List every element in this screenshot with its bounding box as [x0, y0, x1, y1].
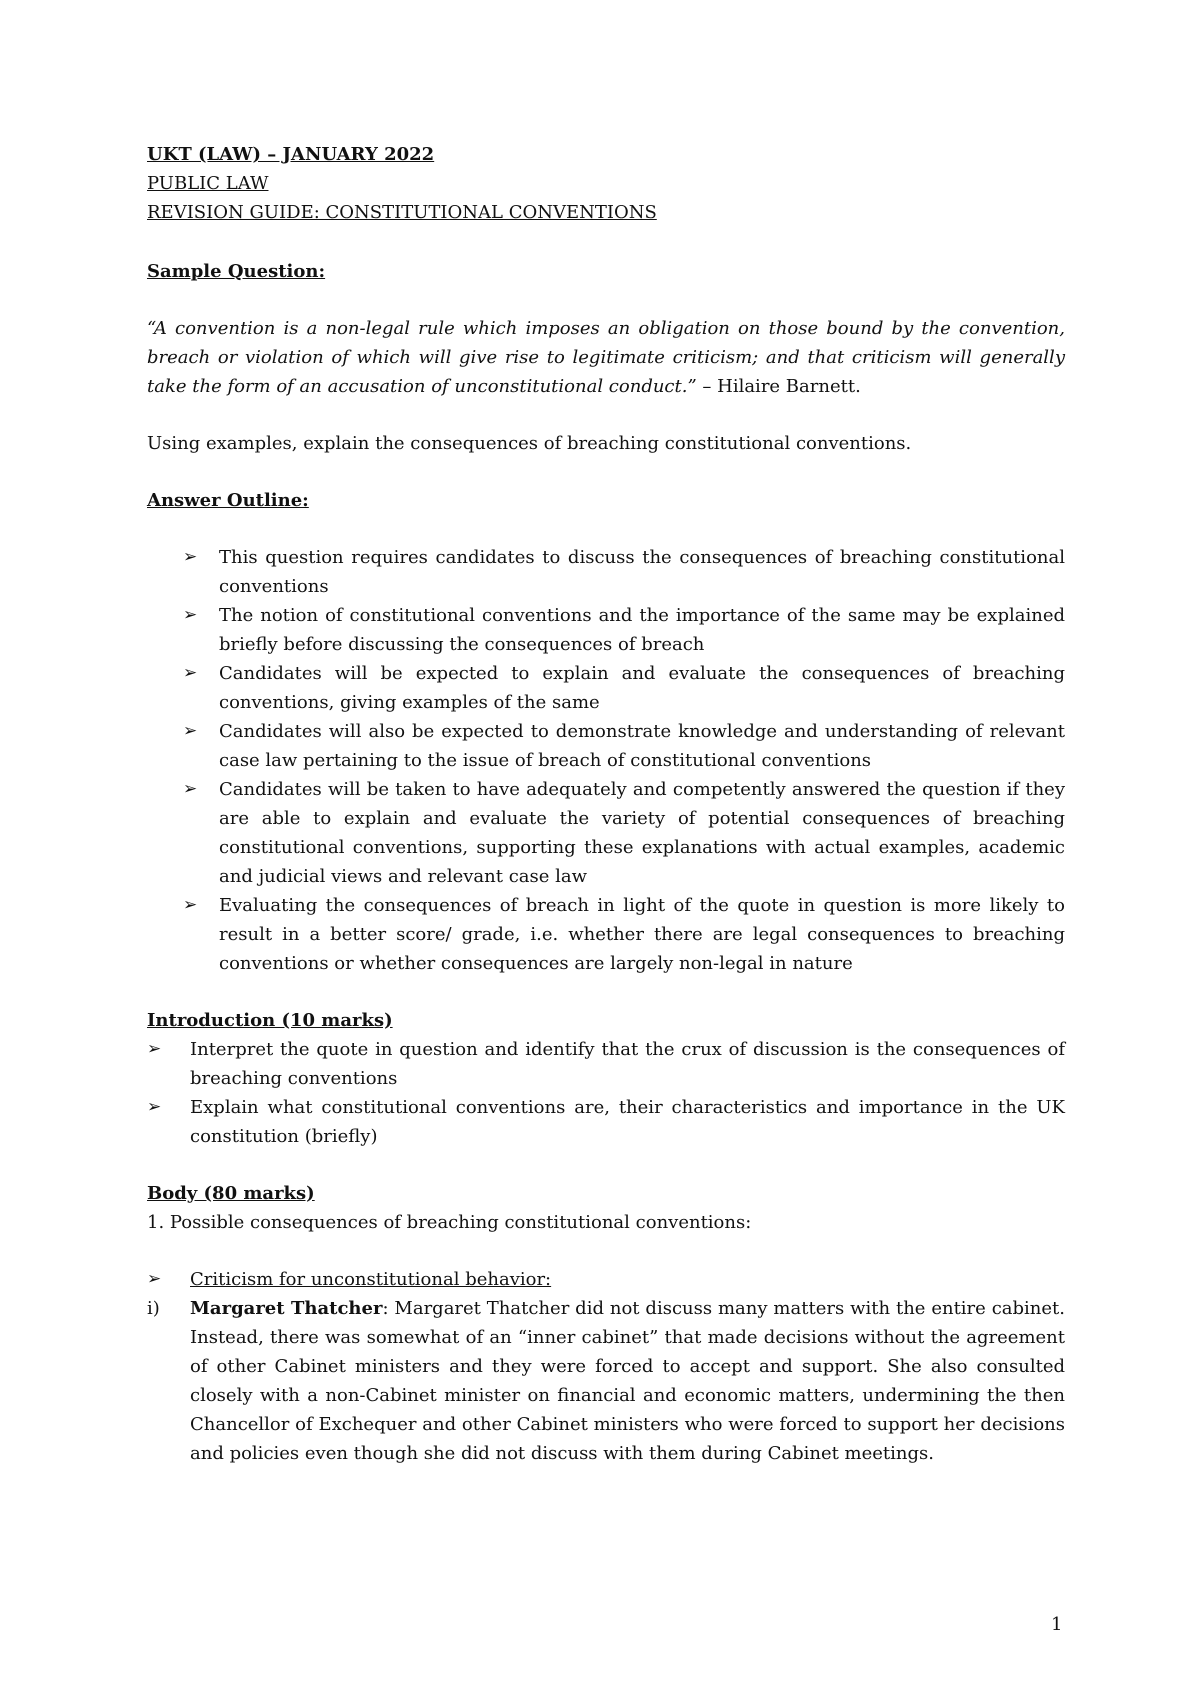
body-intro: 1. Possible consequences of breaching constitutional conventions:	[147, 1212, 752, 1233]
header-subject: PUBLIC LAW	[147, 173, 269, 194]
page-number: 1	[1051, 1614, 1063, 1635]
list-item: ➢ Explain what constitutional conventions are, their characteristics and importance in the UK constitution (briefly)	[147, 1093, 1065, 1151]
arrowhead-bullet-icon: ➢	[183, 605, 198, 625]
header-guide-title: REVISION GUIDE: CONSTITUTIONAL CONVENTIONS	[147, 202, 657, 223]
arrowhead-bullet-icon: ➢	[183, 721, 198, 741]
sample-question-quote	[147, 314, 1065, 401]
example-text: : Margaret Thatcher did not discuss many matters with the entire cabinet. Instead, there was somewhat of an “inner cabinet” that made decisions without the agreement of other Cabinet ministers and they were forced to accept and support. She also consulted closely with a non-Cabinet minister on financial and economic matters, undermining the then Chancellor of Exchequer and other Cabinet ministers who were forced to support her decisions and policies even though she did not discuss with them during Cabinet meetings.	[190, 1298, 1065, 1464]
arrowhead-bullet-icon: ➢	[147, 1039, 162, 1059]
introduction-list	[147, 1035, 1065, 1151]
quote-text: “A convention is a non-legal rule which imposes an obligation on those bound by the convention, breach or violation of which will give rise to legitimate criticism; and that criticism will generally take the form of an accusation of unconstitutional conduct.”	[147, 318, 1065, 397]
body-heading: Body (80 marks)	[147, 1183, 315, 1204]
answer-outline-heading: Answer Outline:	[147, 490, 309, 511]
arrowhead-bullet-icon: ➢	[183, 547, 198, 567]
list-item: ➢ The notion of constitutional conventions and the importance of the same may be explained briefly before discussing the consequences of breach	[147, 601, 1065, 659]
list-item: ➢ Candidates will be expected to explain and evaluate the consequences of breaching conventions, giving examples of the same	[147, 659, 1065, 717]
criticism-subheading: ➢ Criticism for unconstitutional behavior:	[147, 1265, 1065, 1294]
list-item: ➢ Candidates will also be expected to demonstrate knowledge and understanding of relevant case law pertaining to the issue of breach of constitutional conventions	[147, 717, 1065, 775]
example-name: Margaret Thatcher	[190, 1298, 383, 1319]
introduction-heading: Introduction (10 marks)	[147, 1010, 393, 1031]
answer-outline-list	[147, 543, 1065, 978]
list-item: ➢ Interpret the quote in question and identify that the crux of discussion is the consequences of breaching conventions	[147, 1035, 1065, 1093]
header-course: UKT (LAW) – JANUARY 2022	[147, 144, 435, 165]
arrowhead-bullet-icon: ➢	[183, 779, 198, 799]
example-thatcher	[147, 1294, 1065, 1468]
sample-question-prompt: Using examples, explain the consequences of breaching constitutional conventions.	[147, 433, 912, 454]
arrowhead-bullet-icon: ➢	[183, 895, 198, 915]
sample-question-heading: Sample Question:	[147, 261, 326, 282]
arrowhead-bullet-icon: ➢	[147, 1097, 162, 1117]
document-page	[147, 140, 1065, 1468]
quote-attribution: – Hilaire Barnett.	[696, 376, 861, 397]
arrowhead-bullet-icon: ➢	[147, 1269, 162, 1289]
list-item: ➢ Evaluating the consequences of breach in light of the quote in question is more likely to result in a better score/ grade, i.e. whether there are legal consequences to breaching conventions or whether consequences are largely non-legal in nature	[147, 891, 1065, 978]
roman-numeral: i)	[147, 1298, 160, 1319]
list-item: ➢ Candidates will be taken to have adequately and competently answered the question if they are able to explain and evaluate the variety of potential consequences of breaching constitutional conventions, supporting these explanations with actual examples, academic and judicial views and relevant case law	[147, 775, 1065, 891]
arrowhead-bullet-icon: ➢	[183, 663, 198, 683]
list-item: ➢ This question requires candidates to discuss the consequences of breaching constitutional conventions	[147, 543, 1065, 601]
